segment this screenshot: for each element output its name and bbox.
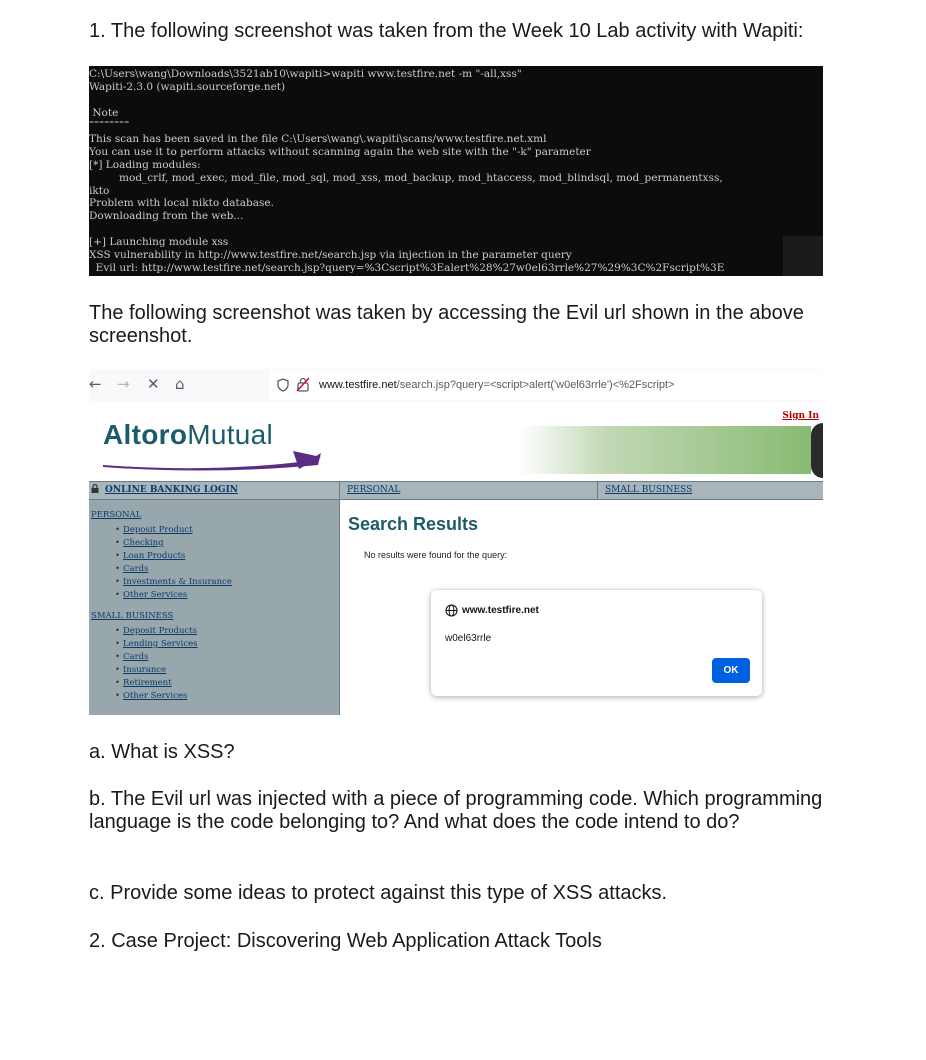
terminal-line: This scan has been saved in the file C:\Users\wang\.wapiti\scans/www.testfire.net.xml [89,133,547,145]
close-icon[interactable]: ✕ [147,375,160,393]
alert-origin [445,604,539,617]
terminal-line: You can use it to perform attacks without scanning again the web site with the "-k" parameter [89,146,591,158]
url-bar[interactable] [269,370,823,400]
sidebar-item[interactable]: • Cards [115,564,149,574]
header-banner-edge [811,423,823,478]
alert-dialog [431,590,762,696]
sidebar-item[interactable]: • Cards [115,652,149,662]
terminal-line: [*] Loading modules: [89,159,201,171]
site-nav [89,481,823,500]
terminal-line: XSS vulnerability in http://www.testfire.net/search.jsp via injection in the parameter query [89,249,572,261]
terminal-line: mod_crlf, mod_exec, mod_file, mod_sql, mod_xss, mod_backup, mod_htaccess, mod_blindsql, mod_permanentxss, [89,172,723,184]
sidebar-item[interactable]: • Other Services [115,691,188,701]
terminal-line: Problem with local nikto database. [89,197,274,209]
shield-icon[interactable] [276,378,290,392]
search-results-title: Search Results [348,514,479,534]
terminal-line: [+] Launching module xss [89,236,229,248]
question-a: a. What is XSS? [89,741,235,763]
nav-personal[interactable] [347,482,400,499]
nav-personal-label: PERSONAL [347,485,401,495]
terminal-line: Evil url: http://www.testfire.net/search.jsp?query=%3Cscript%3Ealert%28%27w0el63rrle%27%29%3C%2Fscript%3E [89,262,725,274]
question-c: c. Provide some ideas to protect against this type of XSS attacks. [89,882,668,904]
url-path: /search.jsp?query=<script>alert('w0el63rrle')<%2Fscript> [396,379,675,391]
terminal-line: Note [89,107,119,119]
terminal-line: ikto [89,185,110,197]
browser-intro-text: The following screenshot was taken by accessing the Evil url shown in the above screenshot. [89,302,804,347]
sidebar-item[interactable]: • Checking [115,538,164,548]
nav-divider [597,482,598,499]
logo-bold: Altoro [103,419,188,450]
browser-toolbar [89,369,823,401]
no-results-text: No results were found for the query: [364,550,508,560]
terminal-screenshot [89,66,823,276]
question-b: b. The Evil url was injected with a piece of programming code. Which programming language is the code belonging to? And what does the code intend to do? [89,788,823,833]
terminal-scrollbar[interactable] [783,236,823,276]
question-1: 1. The following screenshot was taken from the Week 10 Lab activity with Wapiti: [89,20,804,42]
nav-small-business[interactable] [605,482,692,499]
url-host: www.testfire.net [319,379,397,391]
sidebar-item[interactable]: • Retirement [115,678,172,688]
lock-icon [91,484,99,493]
site-sidebar [89,500,340,715]
alert-origin-text: www.testfire.net [462,605,539,616]
altoro-logo[interactable] [103,419,273,451]
ok-button[interactable]: OK [712,658,750,683]
sign-in-link[interactable]: Sign In [782,411,819,421]
sidebar-item[interactable]: • Insurance [115,665,167,675]
sidebar-personal-title[interactable]: PERSONAL [91,510,142,520]
sidebar-item[interactable]: • Investments & Insurance [115,577,232,587]
sidebar-business-title[interactable]: SMALL BUSINESS [91,611,174,621]
sidebar-item[interactable]: • Loan Products [115,551,186,561]
nav-divider [339,482,340,499]
logo-swoosh-icon [103,451,323,471]
terminal-line: Wapiti-2.3.0 (wapiti.sourceforge.net) [89,81,286,93]
back-icon[interactable]: ← [89,375,102,393]
nav-small-business-label: SMALL BUSINESS [605,485,693,495]
browser-screenshot [89,369,823,715]
forward-icon[interactable]: → [117,375,130,393]
globe-icon [445,604,458,617]
insecure-lock-icon[interactable] [296,377,310,392]
site-header [89,401,823,481]
logo-light: Mutual [187,419,274,450]
terminal-line: Downloading from the web... [89,210,244,222]
nav-online-banking-login[interactable] [91,482,238,499]
question-2: 2. Case Project: Discovering Web Application Attack Tools [89,930,602,952]
home-icon[interactable]: ⌂ [175,375,185,393]
url-text[interactable] [319,379,674,391]
sidebar-item[interactable]: • Lending Services [115,639,198,649]
nav-login-label: ONLINE BANKING LOGIN [105,485,239,495]
sidebar-item[interactable]: • Deposit Products [115,626,197,636]
sidebar-item[interactable]: • Other Services [115,590,188,600]
sidebar-item[interactable]: • Deposit Product [115,525,193,535]
header-banner [519,426,811,474]
alert-message: w0el63rrle [445,633,492,644]
terminal-line: C:\Users\wang\Downloads\3521ab10\wapiti>wapiti www.testfire.net -m "-all,xss" [89,68,522,80]
terminal-line: ======== [89,119,130,126]
